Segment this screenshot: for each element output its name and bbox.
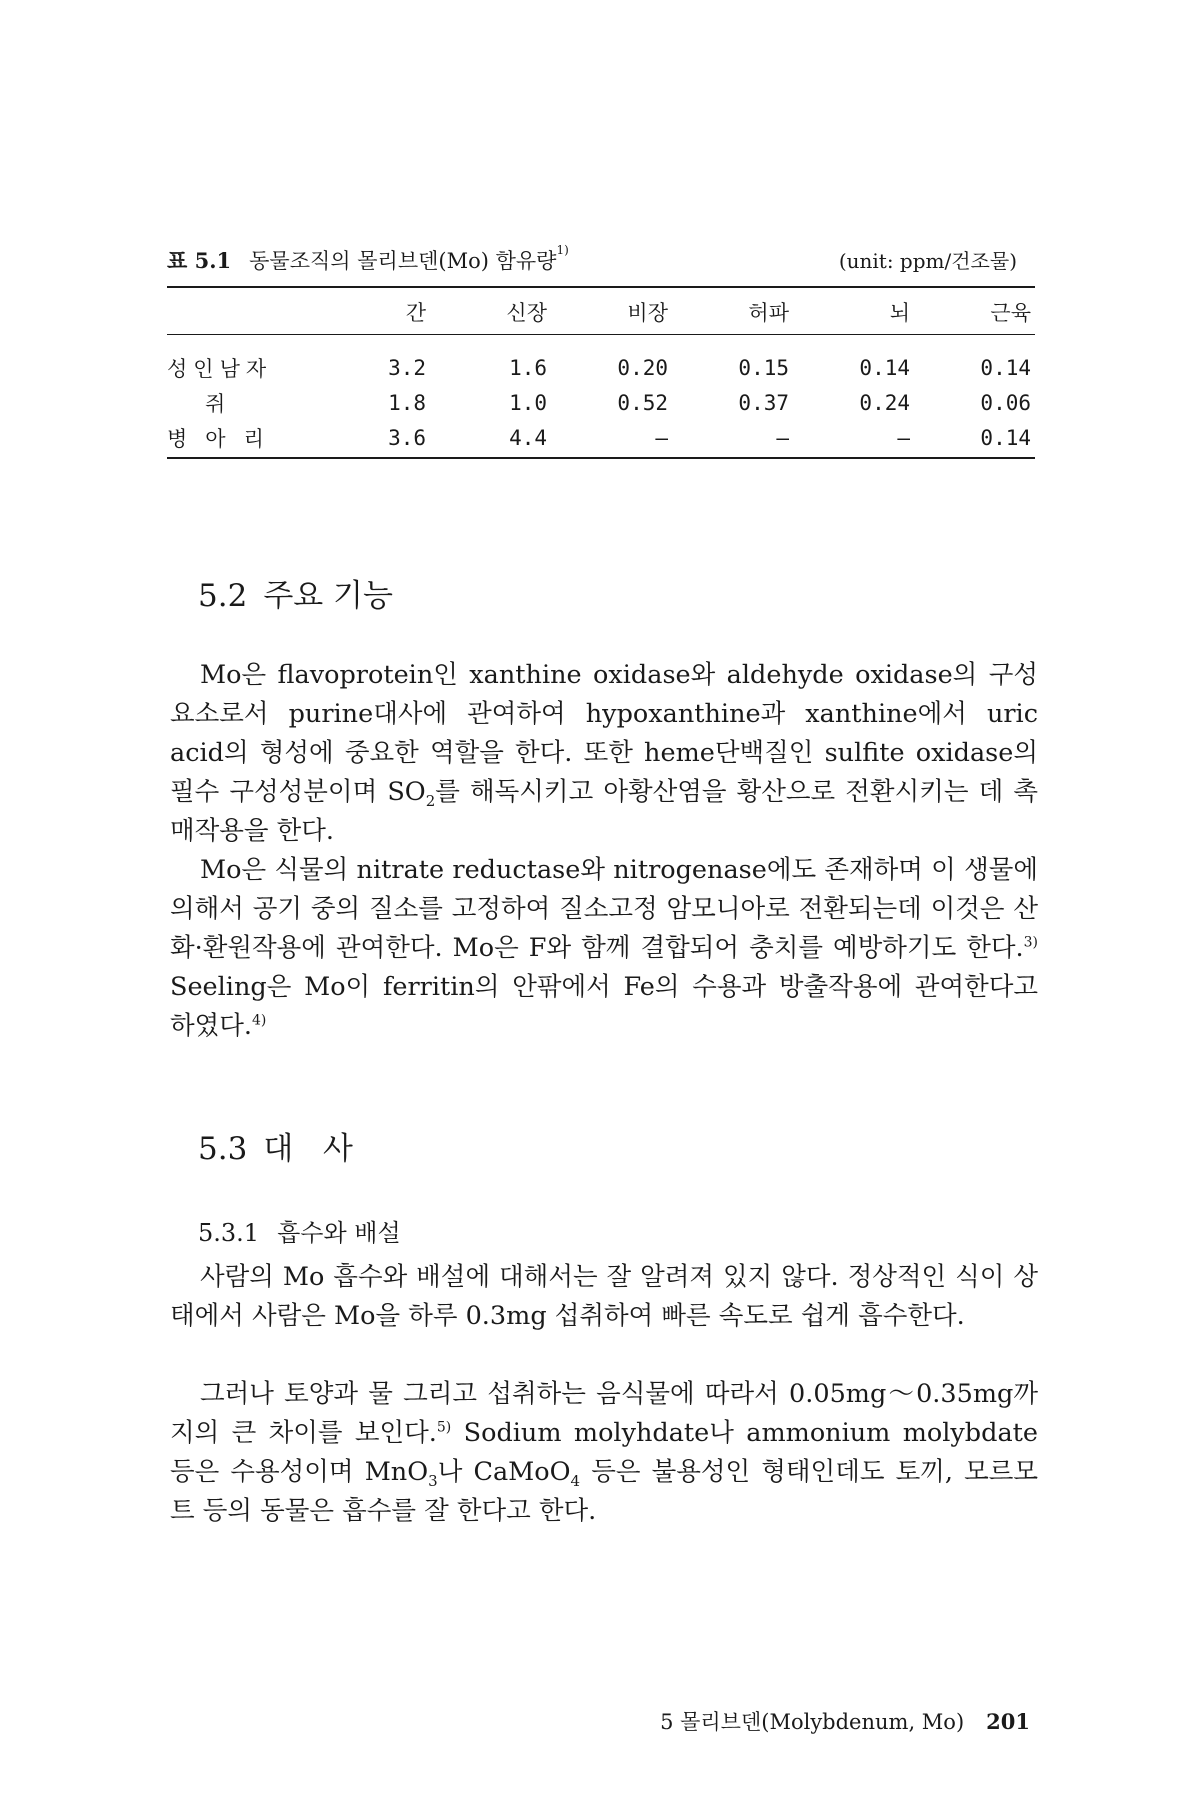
table-cell: 1.8: [388, 390, 426, 415]
table-title: 동물조직의 몰리브덴(Mo) 함유량: [249, 249, 557, 273]
table-cell: —: [655, 425, 668, 450]
column-header-brain: 뇌: [889, 301, 910, 325]
column-header-lung: 허파: [748, 301, 789, 325]
subsection-title: 흡수와 배설: [277, 1219, 401, 1247]
section-title: 주요 기능: [263, 578, 393, 614]
table-top-rule: [167, 286, 1035, 288]
section-number: 5.3: [198, 1131, 248, 1167]
table-cell: 0.14: [980, 355, 1031, 380]
column-header-spleen: 비장: [627, 301, 668, 325]
table-cell: 3.2: [388, 355, 426, 380]
row-label: 쥐: [205, 391, 232, 416]
table-cell: 0.37: [738, 390, 789, 415]
table-row: [167, 334, 1035, 385]
table-cell: —: [897, 425, 910, 450]
table-cell: 0.14: [980, 425, 1031, 450]
table-bottom-rule: [167, 457, 1035, 459]
table-label: 표 5.1: [167, 248, 232, 273]
table-cell: 4.4: [509, 425, 547, 450]
subsection-number: 5.3.1: [198, 1219, 260, 1247]
page-footer: [590, 1705, 1030, 1739]
table-cell: 0.20: [617, 355, 668, 380]
table-header-row: [167, 290, 1035, 334]
column-header-muscle: 근육: [990, 301, 1031, 325]
section-heading-5-3: [198, 1127, 353, 1171]
table-row: [167, 385, 1035, 420]
paragraph-function-2: Mo은 식물의 nitrate reductase와 nitrogenase에도 존재하며 이 생물에 의해서 공기 중의 질소를 고정하여 질소고정 암모니아로 전환되는데 이것은 산화·환원작용에 관여한다. Mo은 F와 함께 결합되어 충치를 예방하기도 한다.$^{3)}$ Seeling은 Mo이 ferritin의 안팎에서 Fe의 수용과 방출작용에 관여한다고 하였다.$^{4)}$: [170, 855, 1038, 1041]
table-cell: 0.14: [859, 355, 910, 380]
column-header-liver: 간: [405, 301, 426, 325]
row-label: 성인남자: [167, 356, 273, 381]
table-cell: 0.15: [738, 355, 789, 380]
subsection-heading-5-3-1: [198, 1214, 401, 1252]
paragraph-absorption-1: 사람의 Mo 흡수와 배설에 대해서는 잘 알려져 있지 않다. 정상적인 식이 상태에서 사람은 Mo을 하루 0.3mg 섭취하여 빠른 속도로 쉽게 흡수한다.: [170, 1262, 1038, 1331]
table-cell: 0.06: [980, 390, 1031, 415]
reference-mark: 5): [436, 1419, 452, 1436]
table-row: [167, 420, 1035, 455]
running-title: 5 몰리브덴(Molybdenum, Mo): [660, 1710, 965, 1734]
column-header-kidney: 신장: [506, 301, 547, 325]
page-number: 201: [986, 1709, 1030, 1734]
table-cell: 1.0: [509, 390, 547, 415]
section-title: 대 사: [263, 1131, 353, 1167]
table-cell: 0.52: [617, 390, 668, 415]
reference-mark: 3): [1023, 934, 1038, 951]
table-cell: 1.6: [509, 355, 547, 380]
table-cell: 0.24: [859, 390, 910, 415]
paragraph-function-1: Mo은 flavoprotein인 xanthine oxidase와 aldehyde oxidase의 구성요소로서 purine대사에 관여하여 hypoxanthine과 xanthine에서 uric acid의 형성에 중요한 역할을 한다. 또한 heme단백질인 sulfite oxidase의 필수 구성성분이며 $SO_2$를 해독시키고 아황산염을 황산으로 전환시키는 데 촉매작용을 한다.: [170, 660, 1039, 846]
paragraph-absorption-2: 그러나 토양과 물 그리고 섭취하는 음식물에 따라서 0.05mg～0.35mg까지의 큰 차이를 보인다.$^{5)}$ Sodium molyhdate나 ammonium molybdate 등은 수용성이며 MnO$_3$나 CaMoO$_4$ 등은 불용성인 형태인데도 토끼, 모르모트 등의 동물은 흡수를 잘 한다고 한다.: [170, 1379, 1038, 1526]
table-unit: (unit: ppm/건조물): [838, 249, 1017, 273]
row-label: 병아리: [167, 426, 282, 451]
table-cell: 3.6: [388, 425, 426, 450]
table-corner-cell: [167, 290, 309, 334]
table-title-ref: 1): [556, 243, 569, 257]
reference-mark: 4): [252, 1012, 267, 1029]
molybdenum-content-table: [167, 290, 1035, 455]
section-heading-5-2: [198, 574, 393, 618]
table-cell: —: [776, 425, 789, 450]
table-caption: [167, 244, 1035, 278]
section-number: 5.2: [198, 578, 248, 614]
